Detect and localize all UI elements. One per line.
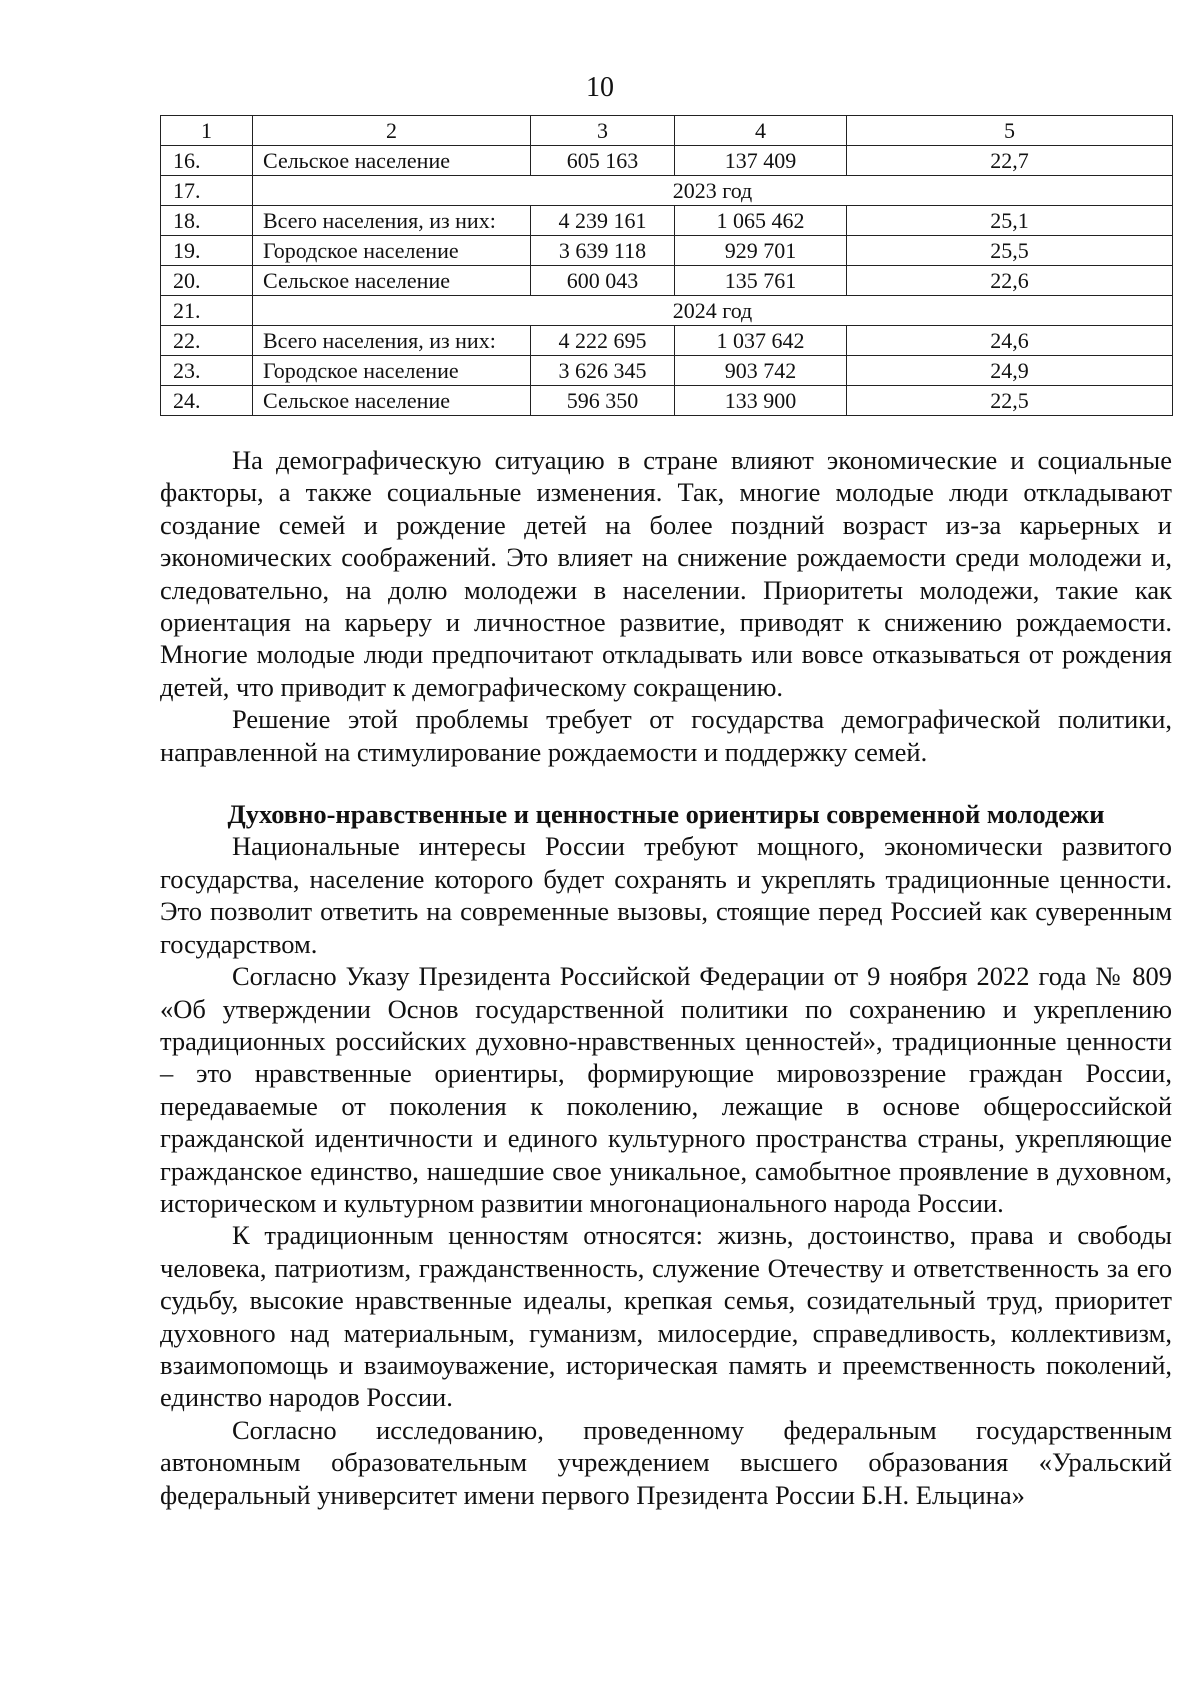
total-cell: 4 239 161 xyxy=(531,206,675,236)
row-number-cell: 22. xyxy=(161,326,253,356)
category-cell: Сельское население xyxy=(253,386,531,416)
category-cell: Сельское население xyxy=(253,146,531,176)
header-cell: 3 xyxy=(531,116,675,146)
table-row xyxy=(161,176,1173,206)
category-cell: Сельское население xyxy=(253,266,531,296)
table-row xyxy=(161,146,1173,176)
table-header-row xyxy=(161,116,1173,146)
table-row xyxy=(161,206,1173,236)
row-number-cell: 18. xyxy=(161,206,253,236)
youth-cell: 137 409 xyxy=(675,146,847,176)
row-number-cell: 23. xyxy=(161,356,253,386)
youth-cell: 1 065 462 xyxy=(675,206,847,236)
share-cell: 22,5 xyxy=(847,386,1173,416)
total-cell: 605 163 xyxy=(531,146,675,176)
table-row xyxy=(161,326,1173,356)
paragraph-demography: На демографическую ситуацию в стране влияют экономические и социальные факторы, а также социальные изменения. Так, многие молодые люди откладывают создание семей и рождение детей на более поздний возраст из-за карьерных и экономических соображений. Это влияет на снижение рождаемости среди молодежи и, следовательно, на долю молодежи в населении. Приоритеты молодежи, такие как ориентация на карьеру и личностное развитие, приводят к снижению рождаемости. Многие молодые люди предпочитают откладывать или вовсе отказываться от рождения детей, что приводит к демографическому сокращению. xyxy=(160,445,1172,702)
header-cell: 4 xyxy=(675,116,847,146)
share-cell: 25,5 xyxy=(847,236,1173,266)
youth-cell: 135 761 xyxy=(675,266,847,296)
share-cell: 24,6 xyxy=(847,326,1173,356)
header-cell: 2 xyxy=(253,116,531,146)
paragraph-national-interests: Национальные интересы России требуют мощного, экономически развитого государства, население которого будет сохранять и укреплять традиционные ценности. Это позволит ответить на современные вызовы, стоящие перед Россией как суверенным государством. xyxy=(160,831,1172,959)
youth-cell: 929 701 xyxy=(675,236,847,266)
row-number-cell: 24. xyxy=(161,386,253,416)
youth-cell: 1 037 642 xyxy=(675,326,847,356)
total-cell: 4 222 695 xyxy=(531,326,675,356)
page-number: 10 xyxy=(586,72,614,103)
row-number-cell: 16. xyxy=(161,146,253,176)
paragraph-research: Согласно исследованию, проведенному федеральным государственным автономным образовательным учреждением высшего образования «Уральский федеральный университет имени первого Президента России Б.Н. Ельцина» xyxy=(160,1414,1172,1510)
category-cell: Всего населения, из них: xyxy=(253,206,531,236)
table-row xyxy=(161,236,1173,266)
table-row xyxy=(161,356,1173,386)
header-cell: 5 xyxy=(847,116,1173,146)
share-cell: 24,9 xyxy=(847,356,1173,386)
row-number-cell: 17. xyxy=(161,176,253,206)
document-body xyxy=(160,444,1172,1511)
paragraph-traditional-values: К традиционным ценностям относятся: жизнь, достоинство, права и свободы человека, патриотизм, гражданственность, служение Отечеству и ответственность за его судьбу, высокие нравственные идеалы, крепкая семья, созидательный труд, приоритет духовного над материальным, гуманизм, милосердие, справедливость, коллективизм, взаимопомощь и взаимоуважение, историческая память и преемственность поколений, единство народов России. xyxy=(160,1220,1172,1413)
section-heading: Духовно-нравственные и ценностные ориентиры современной молодежи xyxy=(227,799,1105,830)
population-table xyxy=(160,115,1173,416)
category-cell: Городское население xyxy=(253,236,531,266)
share-cell: 25,1 xyxy=(847,206,1173,236)
header-cell: 1 xyxy=(161,116,253,146)
table-row xyxy=(161,386,1173,416)
total-cell: 3 639 118 xyxy=(531,236,675,266)
year-heading-cell: 2024 год xyxy=(253,296,1173,326)
row-number-cell: 21. xyxy=(161,296,253,326)
youth-cell: 133 900 xyxy=(675,386,847,416)
share-cell: 22,6 xyxy=(847,266,1173,296)
paragraph-decree: Согласно Указу Президента Российской Федерации от 9 ноября 2022 года № 809 «Об утверждении Основ государственной политики по сохранению и укреплению традиционных российских духовно-нравственных ценностей», традиционные ценности – это нравственные ориентиры, формирующие мировоззрение граждан России, передаваемые от поколения к поколению, лежащие в основе общероссийской гражданской идентичности и единого культурного пространства страны, укрепляющие гражданское единство, нашедшие свое уникальное, самобытное проявление в духовном, историческом и культурном развитии многонационального народа России. xyxy=(160,961,1172,1218)
total-cell: 3 626 345 xyxy=(531,356,675,386)
row-number-cell: 19. xyxy=(161,236,253,266)
category-cell: Городское население xyxy=(253,356,531,386)
paragraph-policy: Решение этой проблемы требует от государства демографической политики, направленной на стимулирование рождаемости и поддержку семей. xyxy=(160,704,1172,767)
table-row xyxy=(161,266,1173,296)
youth-cell: 903 742 xyxy=(675,356,847,386)
share-cell: 22,7 xyxy=(847,146,1173,176)
year-heading-cell: 2023 год xyxy=(253,176,1173,206)
total-cell: 600 043 xyxy=(531,266,675,296)
row-number-cell: 20. xyxy=(161,266,253,296)
category-cell: Всего населения, из них: xyxy=(253,326,531,356)
total-cell: 596 350 xyxy=(531,386,675,416)
table-body xyxy=(161,116,1173,416)
table-row xyxy=(161,296,1173,326)
